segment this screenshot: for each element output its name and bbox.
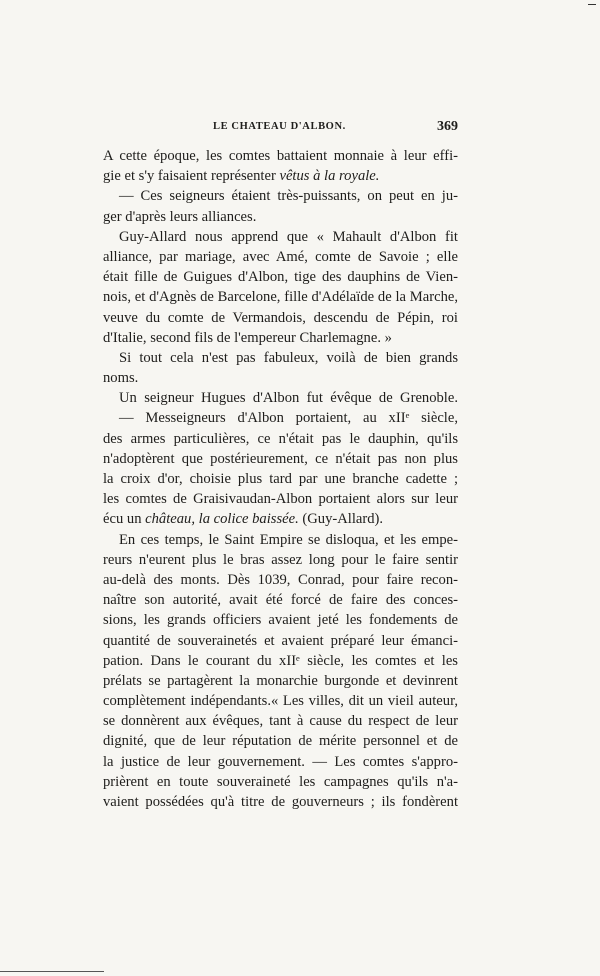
line-text: — Messeigneurs d'Albon portaient, au xIIᵉ siècle,	[119, 410, 458, 427]
text-line	[103, 247, 458, 267]
line-text: la justice de leur gouvernement. — Les comtes s'appro-	[103, 753, 458, 770]
line-text: prièrent en toute souveraineté les campagnes qu'ils n'a-	[103, 773, 458, 790]
text-line	[103, 631, 458, 651]
text-line	[103, 429, 458, 449]
text-line	[103, 530, 458, 550]
line-text: quantité de souverainetés et avaient préparé leur émanci-	[103, 632, 458, 649]
line-text: reurs n'eurent plus le bras assez long pour le faire sentir	[103, 551, 458, 568]
text-line	[103, 610, 458, 630]
line-text: En ces temps, le Saint Empire se disloqua, et les empe-	[119, 531, 458, 548]
line-text: était fille de Guigues d'Albon, tige des dauphins de Vien-	[103, 269, 458, 286]
text-line	[103, 731, 458, 751]
line-text: alliance, par mariage, avec Amé, comte de Savoie ; elle	[103, 248, 458, 265]
line-text: les comtes de Graisivaudan-Albon portaient alors sur leur	[103, 491, 458, 508]
text-line	[103, 469, 458, 489]
text-line	[103, 408, 458, 428]
line-text: — Ces seigneurs étaient très-puissants, on peut en ju-	[119, 188, 458, 205]
text-line	[103, 166, 458, 186]
running-title: LE CHATEAU D'ALBON.	[213, 121, 346, 132]
line-text: sions, les grands officiers avaient jeté les fondements de	[103, 612, 458, 629]
line-text: naître son autorité, avait été forcé de faire des conces-	[103, 592, 458, 609]
text-line	[103, 590, 458, 610]
line-text: au-delà des monts. Dès 1039, Conrad, pour faire recon-	[103, 571, 458, 588]
line-text: prélats se partagèrent la monarchie burgonde et devinrent	[103, 672, 458, 689]
text-line	[103, 711, 458, 731]
text-line	[103, 792, 458, 812]
text-line	[103, 550, 458, 570]
line-text: pation. Dans le courant du xIIᵉ siècle, les comtes et les	[103, 652, 458, 669]
text-line	[103, 348, 458, 368]
line-text: noms.	[103, 370, 139, 387]
line-text: des armes particulières, ce n'était pas le dauphin, qu'ils	[103, 430, 458, 447]
footer-rule	[0, 971, 104, 972]
text-line	[103, 691, 458, 711]
line-text: complètement indépendants.« Les villes, dit un vieil auteur,	[103, 693, 458, 710]
text-line	[103, 308, 458, 328]
line-text: Un seigneur Hugues d'Albon fut évêque de Grenoble.	[119, 390, 458, 407]
text-line	[103, 328, 458, 348]
line-italic-text: vêtus à la royale.	[279, 168, 380, 185]
line-text: dignité, que de leur réputation de mérite personnel et de	[103, 733, 458, 750]
line-text: veuve du comte de Vermandois, descendu de Pépin, roi	[103, 309, 458, 326]
line-text: gie et s'y faisaient représenter	[103, 168, 280, 185]
text-line	[103, 146, 458, 166]
corner-mark	[588, 4, 596, 5]
text-line	[103, 449, 458, 469]
text-line	[103, 509, 458, 529]
page-header	[103, 119, 458, 137]
text-line	[103, 388, 458, 408]
text-line	[103, 772, 458, 792]
text-line	[103, 651, 458, 671]
text-line	[103, 671, 458, 691]
line-text: Si tout cela n'est pas fabuleux, voilà de bien grands	[119, 349, 458, 366]
text-line	[103, 489, 458, 509]
text-line	[103, 207, 458, 227]
text-line	[103, 227, 458, 247]
line-tail-text: (Guy-Allard).	[298, 511, 384, 528]
line-text: d'Italie, second fils de l'empereur Charlemagne. »	[103, 329, 392, 346]
text-line	[103, 186, 458, 206]
line-text: nois, et d'Agnès de Barcelone, fille d'Adélaïde de la Marche,	[103, 289, 458, 306]
text-line	[103, 570, 458, 590]
line-text: la croix d'or, choisie plus tard par une branche cadette ;	[103, 471, 458, 487]
text-line	[103, 267, 458, 287]
line-text: n'adoptèrent que postérieurement, ce n'était pas non plus	[103, 450, 458, 467]
line-text: ger d'après leurs alliances.	[103, 208, 257, 225]
line-text: Guy-Allard nous apprend que « Mahault d'Albon fit	[119, 228, 458, 245]
line-text: A cette époque, les comtes battaient monnaie à leur effi-	[103, 148, 458, 164]
line-text: vaient possédées qu'à titre de gouverneurs ; ils fondèrent	[103, 794, 458, 810]
text-line	[103, 752, 458, 772]
line-text: écu un	[103, 511, 146, 528]
body-text	[103, 146, 458, 812]
text-line	[103, 287, 458, 307]
text-line	[103, 368, 458, 388]
page-number: 369	[437, 119, 458, 134]
line-italic-text: château, la colice baissée.	[145, 511, 299, 528]
line-text: se donnèrent aux évêques, tant à cause du respect de leur	[103, 713, 458, 730]
